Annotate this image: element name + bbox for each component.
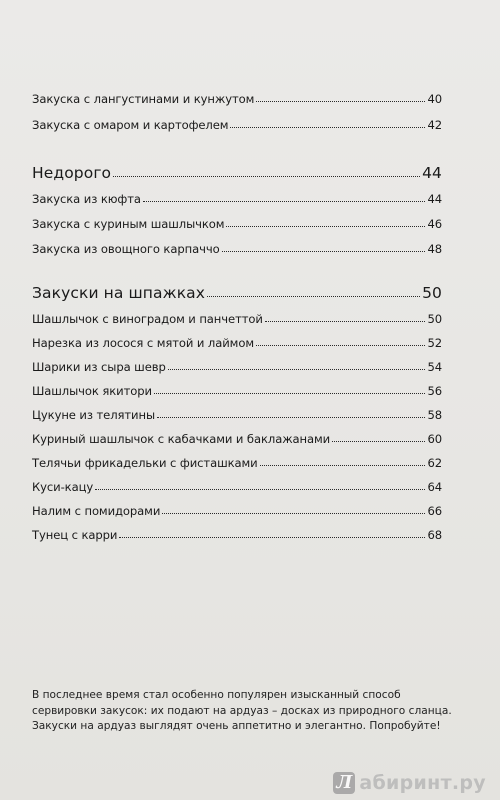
section-heading-title: Закуски на шпажках [32,284,206,302]
watermark-logo-icon: Л [333,772,355,794]
toc-entry [32,217,442,242]
dot-leader [226,226,425,227]
dot-leader [230,127,425,128]
section-heading-page: 50 [422,284,442,302]
watermark-text: абиринт.ру [359,772,486,794]
dot-leader [154,393,425,394]
toc-entry-title: Налим с помидорами [32,504,161,518]
toc-entry [32,432,442,456]
toc-entry-page: 52 [427,336,442,350]
dot-leader [157,417,425,418]
toc-section-inexpensive [32,164,442,267]
dot-leader [332,441,425,442]
toc-entry-title: Куриный шашлычок с кабачками и баклажанами [32,432,331,446]
toc-entry [32,528,442,552]
toc-group-1 [32,92,442,144]
toc-entry-title: Шашлычок с виноградом и панчеттой [32,312,263,326]
toc-entry [32,192,442,217]
toc-section-heading [32,284,442,312]
toc-entry-page: 40 [427,92,442,106]
toc-entry-title: Куси-кацу [32,480,94,494]
dot-leader [168,369,426,370]
toc-section-skewers [32,284,442,552]
toc-entry-page: 64 [427,480,442,494]
toc-entry-title: Закуска с куриным шашлычком [32,217,225,231]
toc-entry-page: 46 [427,217,442,231]
footer-note: В последнее время стал особенно популярен изысканный способ сервировки закусок: их подают на ардуаз – досках из природного сланца. Закуски на ардуаз выглядят очень аппетитно и элегантно. Попробуйте! [32,689,452,732]
toc-entry-page: 62 [427,456,442,470]
toc-entry [32,408,442,432]
dot-leader [162,513,425,514]
toc-entry-page: 54 [427,360,442,374]
toc-entry-page: 68 [427,528,442,542]
toc-entry-page: 44 [427,192,442,206]
dot-leader [95,489,425,490]
toc-entry-page: 48 [427,242,442,256]
toc-entry-title: Закуска из кюфта [32,192,141,206]
toc-entry [32,360,442,384]
toc-entry-page: 58 [427,408,442,422]
toc-entry [32,384,442,408]
toc-entry [32,118,442,144]
toc-entry [32,92,442,118]
dot-leader [113,176,420,177]
toc-entry [32,336,442,360]
toc-entry [32,480,442,504]
toc-entry [32,504,442,528]
dot-leader [119,537,425,538]
toc-entry [32,242,442,267]
toc-entry-title: Шарики из сыра шевр [32,360,166,374]
dot-leader [143,201,426,202]
dot-leader [256,345,425,346]
toc-entry-title: Закуска с лангустинами и кунжутом [32,92,255,106]
dot-leader [256,101,425,102]
toc-entry-title: Цукуне из телятины [32,408,156,422]
toc-entry-title: Тунец с карри [32,528,118,542]
toc-entry-title: Шашлычок якитори [32,384,152,398]
dot-leader [222,251,426,252]
dot-leader [265,321,426,322]
toc-entry-title: Закуска из овощного карпаччо [32,242,220,256]
section-heading-page: 44 [422,164,442,182]
toc-entry-page: 56 [427,384,442,398]
labirint-watermark [333,772,486,794]
toc-entry-page: 50 [427,312,442,326]
toc-entry [32,456,442,480]
toc-section-heading [32,164,442,192]
dot-leader [260,465,426,466]
toc-entry-title: Закуска с омаром и картофелем [32,118,229,132]
toc-entry-page: 60 [427,432,442,446]
toc-entry-title: Нарезка из лосося с мятой и лаймом [32,336,254,350]
toc-entry-page: 42 [427,118,442,132]
toc-entry-title: Телячьи фрикадельки с фисташками [32,456,258,470]
toc-entry-page: 66 [427,504,442,518]
dot-leader [207,296,420,297]
toc-entry [32,312,442,336]
section-heading-title: Недорого [32,164,112,182]
